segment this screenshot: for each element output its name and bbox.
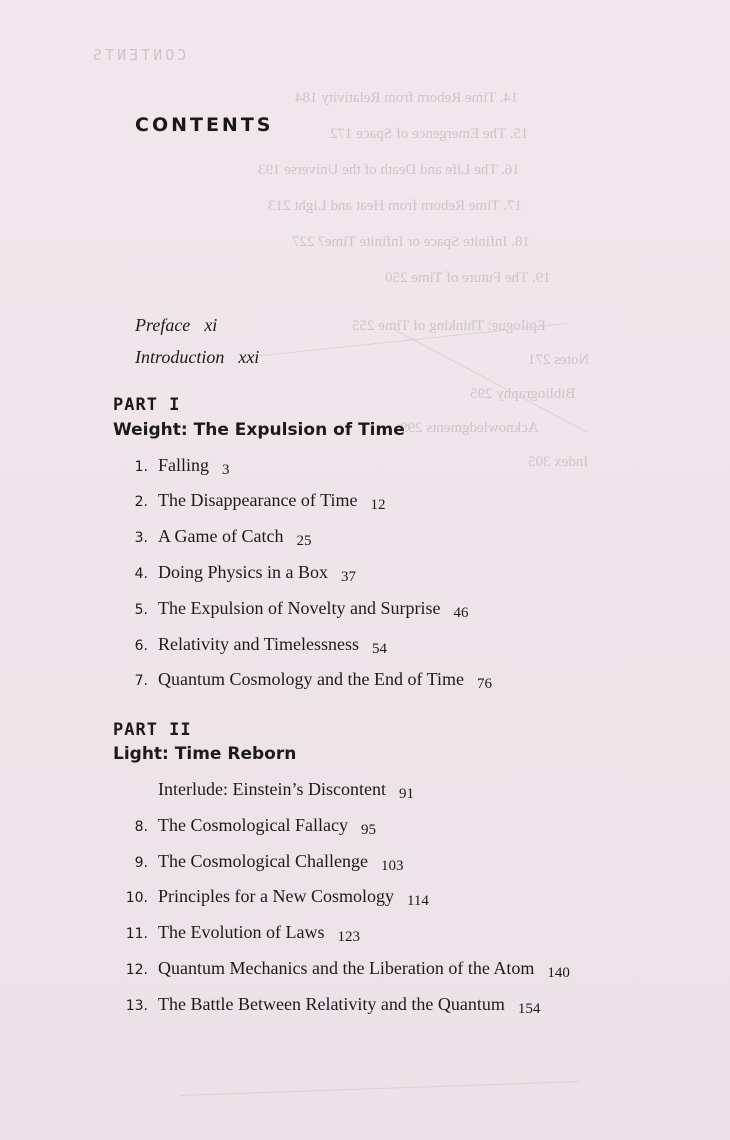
page-number: 103 <box>380 858 404 874</box>
toc-interlude[interactable] <box>158 779 414 800</box>
chapter-title: Quantum Mechanics and the Liberation of the Atom <box>158 958 535 978</box>
toc-entry[interactable] <box>110 526 311 547</box>
page-number: 46 <box>453 605 469 621</box>
chapter-number: 7. <box>134 673 148 689</box>
chapter-title: The Cosmological Fallacy <box>158 815 348 835</box>
page-number: 114 <box>406 893 429 909</box>
bleed-through-text: Acknowledgments 299 <box>400 420 539 436</box>
paper-crease <box>393 328 588 432</box>
toc-entry[interactable] <box>110 669 492 690</box>
toc-entry[interactable] <box>110 490 385 511</box>
page-number: 54 <box>372 641 388 657</box>
chapter-title: The Battle Between Relativity and the Quantum <box>158 994 505 1014</box>
chapter-number: 9. <box>134 855 148 871</box>
bleed-through-text: 16. The Life and Death of the Universe 193 <box>258 162 520 178</box>
chapter-title: Quantum Cosmology and the End of Time <box>158 669 464 689</box>
chapter-number: 10. <box>125 890 148 906</box>
chapter-title: Principles for a New Cosmology <box>158 886 394 906</box>
toc-preface[interactable] <box>135 315 217 336</box>
page-number: 25 <box>296 533 312 549</box>
page-number: 3 <box>222 462 230 478</box>
entry-title: Preface <box>135 315 191 335</box>
chapter-title: The Disappearance of Time <box>158 490 358 510</box>
toc-entry[interactable] <box>110 994 540 1015</box>
page-number: 123 <box>337 929 360 945</box>
page-number: 140 <box>547 965 570 981</box>
chapter-title: The Evolution of Laws <box>158 922 325 942</box>
bleed-through-text: 14. Time Reborn from Relativity 184 <box>295 90 519 106</box>
chapter-number: 3. <box>134 530 148 546</box>
page-number: 76 <box>477 676 492 692</box>
bleed-through-text: Notes 271 <box>528 352 590 368</box>
bleed-through-text: 18. Infinite Space or Infinite Time? 227 <box>292 234 530 250</box>
bleed-through-text: Bibliography 295 <box>470 386 576 402</box>
page-number: 91 <box>398 786 414 802</box>
toc-entry[interactable] <box>110 958 570 979</box>
part-1-title: Weight: The Expulsion of Time <box>113 420 405 440</box>
page-number: xi <box>204 315 218 335</box>
page-number: 37 <box>341 569 357 585</box>
chapter-number: 13. <box>125 998 148 1014</box>
chapter-number: 11. <box>125 926 148 942</box>
bleed-through-text: Index 305 <box>528 454 589 470</box>
chapter-number: 8. <box>134 819 148 835</box>
page-title: CONTENTS <box>135 114 274 136</box>
chapter-number: 1. <box>134 459 148 475</box>
page-number: xxi <box>238 347 260 367</box>
chapter-number: 5. <box>134 602 148 618</box>
bleed-through-text: CONTENTS <box>90 46 187 64</box>
chapter-number: 2. <box>134 494 148 510</box>
chapter-title: Doing Physics in a Box <box>158 562 329 582</box>
paper-crease <box>180 1081 580 1096</box>
toc-entry[interactable] <box>110 851 403 872</box>
toc-entry[interactable] <box>110 886 429 907</box>
toc-entry[interactable] <box>110 815 376 836</box>
part-2-label: PART II <box>113 720 192 740</box>
chapter-number: 6. <box>134 638 148 654</box>
toc-entry[interactable] <box>110 922 360 943</box>
chapter-title: Relativity and Timelessness <box>158 634 360 654</box>
page-number: 154 <box>517 1001 541 1017</box>
chapter-title: The Expulsion of Novelty and Surprise <box>158 598 441 618</box>
chapter-number: 12. <box>125 962 148 978</box>
chapter-title: A Game of Catch <box>158 526 284 546</box>
chapter-title: Interlude: Einstein’s Discontent <box>158 779 386 799</box>
page-number: 12 <box>370 497 386 513</box>
toc-entry[interactable] <box>110 455 230 476</box>
entry-title: Introduction <box>135 347 225 367</box>
toc-entry[interactable] <box>110 634 387 655</box>
toc-introduction[interactable] <box>135 347 259 368</box>
chapter-title: Falling <box>158 455 210 475</box>
bleed-through-text: 19. The Future of Time 250 <box>385 270 551 286</box>
part-2-title: Light: Time Reborn <box>113 744 297 764</box>
chapter-number: 4. <box>134 566 148 582</box>
part-1-label: PART I <box>113 395 181 415</box>
toc-entry[interactable] <box>110 598 468 619</box>
bleed-through-text: 17. Time Reborn from Heat and Light 213 <box>268 198 523 214</box>
bleed-through-text: Epilogue: Thinking of Time 255 <box>352 318 546 334</box>
bleed-through-text: 15. The Emergence of Space 172 <box>330 126 529 142</box>
toc-entry[interactable] <box>110 562 356 583</box>
page-number: 95 <box>360 822 376 838</box>
chapter-title: The Cosmological Challenge <box>158 851 368 871</box>
